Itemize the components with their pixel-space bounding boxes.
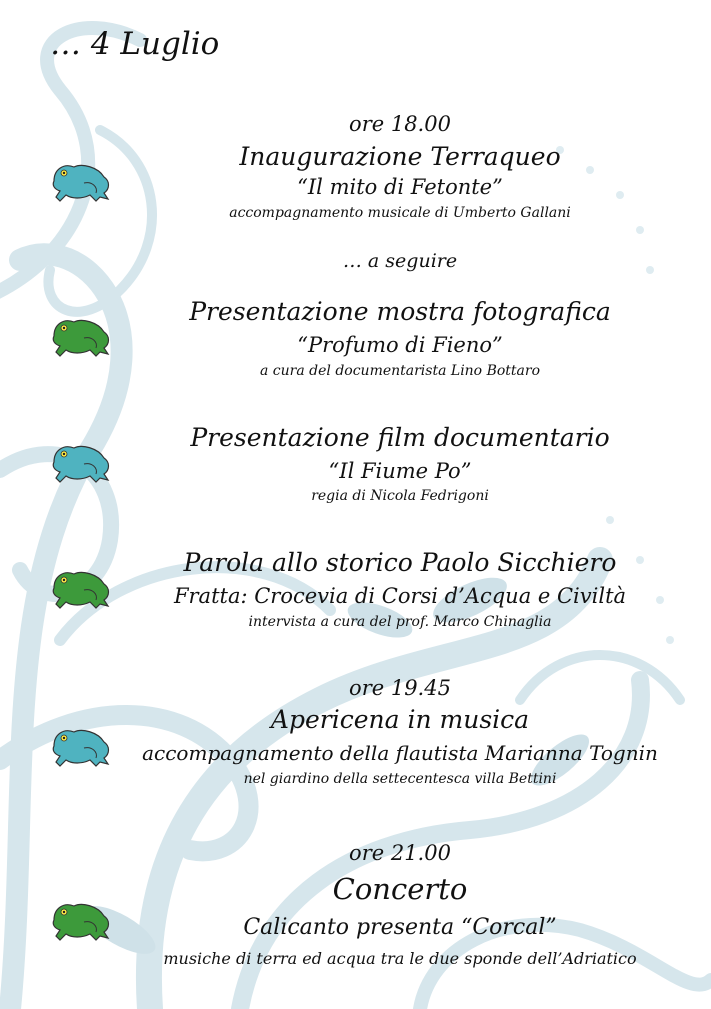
event-4-subtitle: Fratta: Crocevia di Corsi d’Acqua e Civiltà — [173, 584, 627, 608]
frog-icon — [48, 157, 114, 207]
event-3-subtitle: “Il Fiume Po” — [328, 459, 472, 483]
frog-icon — [48, 896, 114, 946]
event-5-note: nel giardino della settecentesca villa Bettini — [243, 771, 557, 787]
event-1-time: ore 18.00 — [349, 112, 451, 136]
event-4-title: Parola allo storico Paolo Sicchiero — [183, 548, 617, 577]
event-2-subtitle: “Profumo di Fieno” — [297, 333, 503, 357]
frog-icon — [48, 438, 114, 488]
event-6-time: ore 21.00 — [349, 841, 451, 865]
event-5-subtitle: accompagnamento della flautista Marianna Tognin — [142, 741, 658, 765]
event-1-subtitle: “Il mito di Fetonte” — [297, 175, 503, 199]
event-5-title: Apericena in musica — [270, 705, 530, 734]
event-6-title: Concerto — [332, 872, 468, 906]
event-1-followup: … a seguire — [342, 250, 458, 272]
page-heading: … 4 Luglio — [50, 26, 220, 62]
event-3-note: regia di Nicola Fedrigoni — [311, 488, 489, 504]
event-3-title: Presentazione film documentario — [190, 423, 610, 452]
event-6-note: musiche di terra ed acqua tra le due sponde dell’Adriatico — [163, 949, 637, 968]
event-1-note: accompagnamento musicale di Umberto Gallani — [229, 205, 571, 221]
event-2-title: Presentazione mostra fotografica — [189, 297, 611, 326]
frog-icon — [48, 722, 114, 772]
frog-icon — [48, 312, 114, 362]
event-4-note: intervista a cura del prof. Marco Chinaglia — [248, 614, 552, 630]
event-1-title: Inaugurazione Terraqueo — [239, 142, 561, 171]
event-5-time: ore 19.45 — [349, 676, 451, 700]
event-2-note: a cura del documentarista Lino Bottaro — [260, 363, 540, 379]
frog-icon — [48, 564, 114, 614]
event-6-subtitle: Calicanto presenta “Corcal” — [243, 915, 557, 940]
